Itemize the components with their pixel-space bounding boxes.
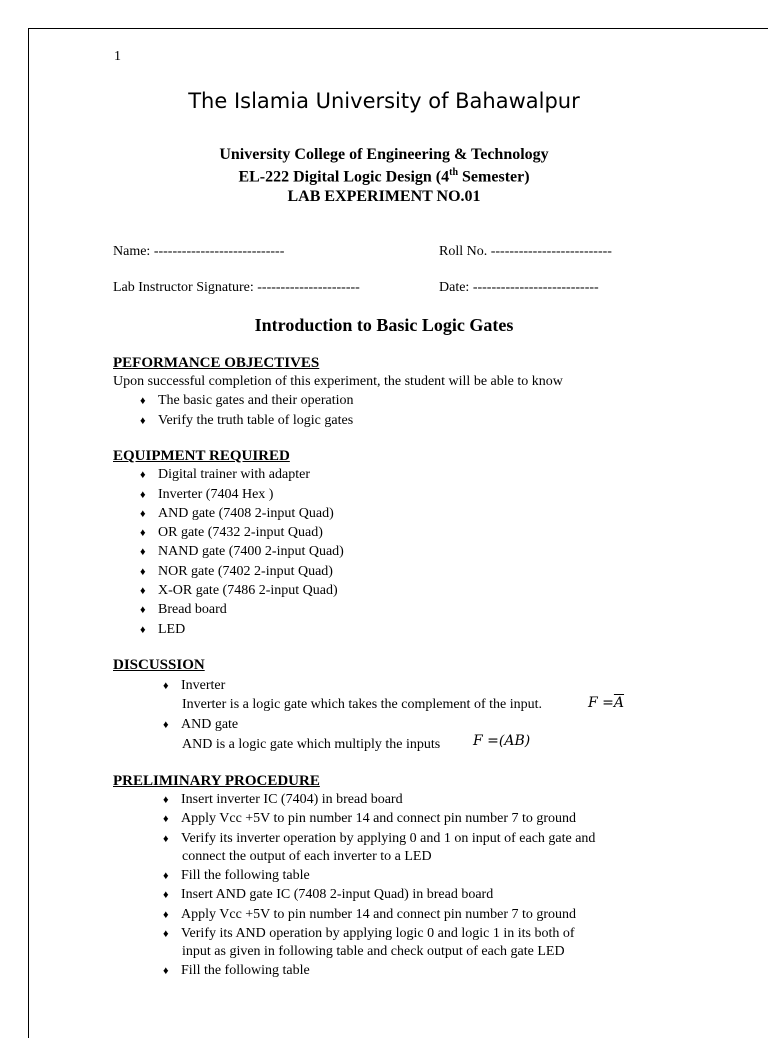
discussion-heading: DISCUSSION (113, 657, 205, 673)
experiment-title: Introduction to Basic Logic Gates (254, 315, 514, 335)
list-item: ♦ The basic gates and their operation (140, 393, 354, 408)
list-item: ♦ Insert AND gate IC (7408 2-input Quad) in bread board (163, 887, 494, 902)
list-item: ♦ Apply Vcc +5V to pin number 14 and connect pin number 7 to ground (163, 907, 577, 922)
name-field[interactable]: Name: ---------------------------- (113, 244, 285, 259)
and-formula: F =(AB) (473, 733, 531, 749)
list-item: ♦ Verify the truth table of logic gates (140, 413, 354, 428)
list-item: ♦ Insert inverter IC (7404) in bread board (163, 792, 403, 807)
list-item: ♦ AND gate (163, 717, 239, 732)
inverter-formula: $F =\overline{A}$ (588, 695, 625, 711)
university-title: The Islamia University of Bahawalpur (188, 89, 580, 113)
list-item: ♦ OR gate (7432 2-input Quad) (140, 525, 323, 540)
equipment-heading: EQUIPMENT REQUIRED (113, 448, 290, 464)
course-title: EL-222 Digital Logic Design (4th Semester) (238, 167, 530, 186)
page-number: 1 (114, 49, 121, 64)
objectives-intro: Upon successful completion of this experiment, the student will be able to know (113, 374, 563, 389)
list-item-continued: connect the output of each inverter to a LED (182, 849, 432, 864)
list-item: ♦ AND gate (7408 2-input Quad) (140, 506, 334, 521)
college-name: University College of Engineering & Technology (219, 146, 549, 163)
signature-field[interactable]: Lab Instructor Signature: ---------------------- (113, 280, 360, 295)
list-item: ♦ LED (140, 622, 186, 637)
list-item: ♦ Bread board (140, 602, 227, 617)
objectives-heading: PEFORMANCE OBJECTIVES (113, 355, 320, 371)
procedure-heading: PRELIMINARY PROCEDURE (113, 773, 320, 789)
date-field[interactable]: Date: --------------------------- (439, 280, 599, 295)
list-item: ♦ Verify its inverter operation by applying 0 and 1 on input of each gate and (163, 831, 596, 846)
inverter-description: Inverter is a logic gate which takes the complement of the input. (182, 697, 542, 712)
list-item: ♦ NAND gate (7400 2-input Quad) (140, 544, 344, 559)
roll-field[interactable]: Roll No. -------------------------- (439, 244, 612, 259)
list-item: ♦ Fill the following table (163, 868, 310, 883)
list-item: ♦ X-OR gate (7486 2-input Quad) (140, 583, 338, 598)
lab-number: LAB EXPERIMENT NO.01 (287, 188, 481, 205)
list-item: ♦ NOR gate (7402 2-input Quad) (140, 564, 333, 579)
list-item: ♦ Inverter (7404 Hex ) (140, 487, 274, 502)
list-item: ♦ Apply Vcc +5V to pin number 14 and connect pin number 7 to ground (163, 811, 577, 826)
list-item: ♦ Verify its AND operation by applying logic 0 and logic 1 in its both of (163, 926, 575, 941)
list-item: ♦ Fill the following table (163, 963, 310, 978)
list-item: ♦ Inverter (163, 678, 226, 693)
list-item: ♦ Digital trainer with adapter (140, 467, 310, 482)
and-description: AND is a logic gate which multiply the inputs (182, 737, 441, 752)
list-item-continued: input as given in following table and check output of each gate LED (182, 944, 565, 959)
